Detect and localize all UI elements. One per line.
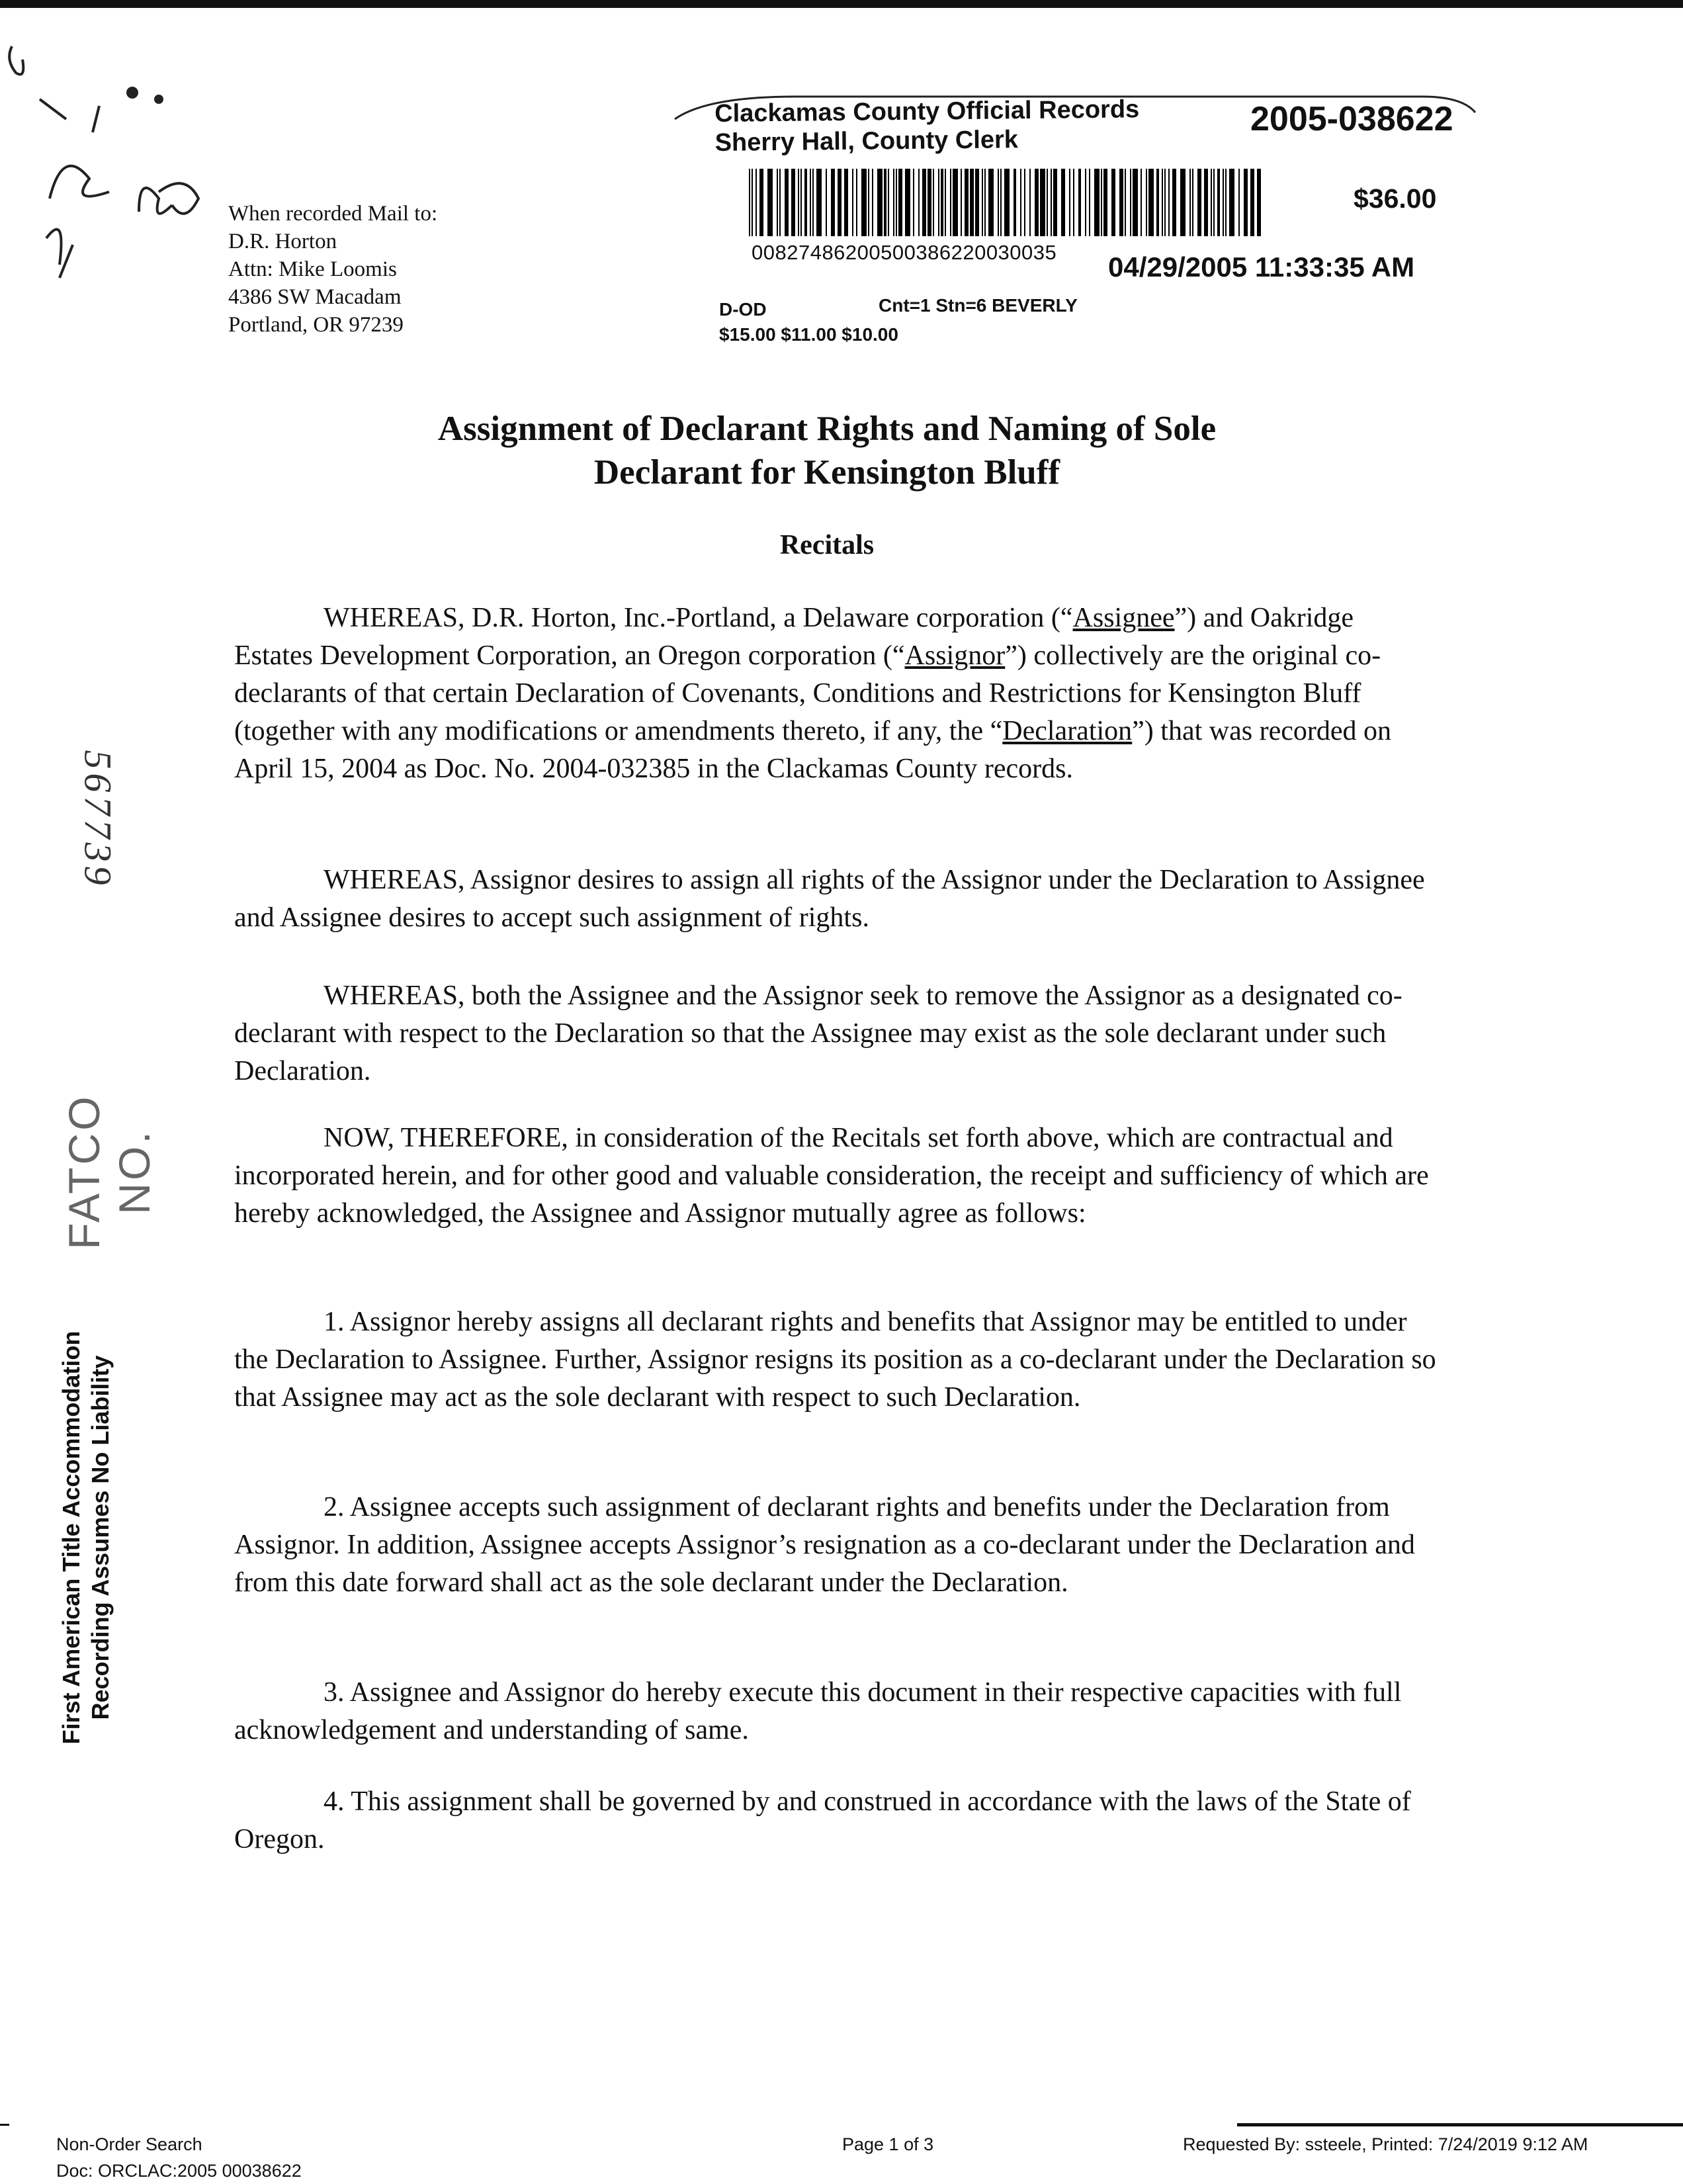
- file-number-text: 567739: [76, 750, 120, 889]
- barcode-bar: [1229, 169, 1234, 236]
- defined-term: Assignor: [904, 640, 1006, 671]
- barcode-bar: [1078, 169, 1081, 236]
- barcode-bar: [893, 169, 894, 236]
- barcode-bar: [1189, 169, 1191, 236]
- barcode-bar: [779, 169, 781, 236]
- barcode-bar: [872, 169, 873, 236]
- barcode-bar: [1217, 169, 1220, 236]
- barcode-bar: [1073, 169, 1074, 236]
- barcode-bar: [1133, 169, 1138, 236]
- barcode-bar: [785, 169, 789, 236]
- barcode-bar: [1125, 169, 1126, 236]
- barcode-bar: [1103, 169, 1107, 236]
- barcode-bar: [877, 169, 883, 236]
- accommodation-stamp: [20, 1331, 152, 1793]
- accommodation-line: First American Title Accommodation: [58, 1331, 85, 1745]
- barcode-bar: [1213, 169, 1215, 236]
- barcode-bar: [755, 169, 757, 236]
- barcode-bar: [798, 169, 799, 236]
- barcode-bar: [1029, 169, 1031, 236]
- title-line: Assignment of Declarant Rights and Naming of Sole: [437, 410, 1217, 448]
- barcode-bar: [1040, 169, 1045, 236]
- barcode-bar: [852, 169, 853, 236]
- barcode-bar: [844, 169, 848, 236]
- barcode-bar: [896, 169, 897, 236]
- barcode-bar: [950, 169, 951, 236]
- barcode-bar: [1192, 169, 1193, 236]
- barcode-bar: [998, 169, 999, 236]
- barcode-bar: [1238, 169, 1240, 236]
- barcode-bar: [913, 169, 914, 236]
- barcode-bar: [905, 169, 910, 236]
- fee-breakdown: $15.00 $11.00 $10.00: [719, 324, 898, 345]
- barcode-bar: [1244, 169, 1248, 236]
- barcode-bar: [1225, 169, 1227, 236]
- paragraph-text: WHEREAS, Assignor desires to assign all rights of the Assignor under the Declaration to Assignee and Assignee desires to accept such assignment of rights.: [234, 865, 1425, 933]
- barcode-bar: [984, 169, 986, 236]
- barcode-bar: [1119, 169, 1123, 236]
- barcode-bar: [1020, 169, 1021, 236]
- barcode-bar: [1148, 169, 1154, 236]
- barcode-bar: [933, 169, 934, 236]
- recorded-datetime: 04/29/2005 11:33:35 AM: [1108, 251, 1415, 283]
- footer-tick: [0, 2124, 9, 2126]
- barcode-bar: [1211, 169, 1212, 236]
- barcode-bar: [888, 169, 889, 236]
- barcode-bar: [1094, 169, 1100, 236]
- barcode-bar: [1204, 169, 1208, 236]
- barcode-bar: [1061, 169, 1065, 236]
- paragraph-text: WHEREAS, both the Assignee and the Assignor seek to remove the Assignor as a designated co-declarant with respect to the Declaration so that the Assignee may exist as the sole declarant under such Declaration.: [234, 981, 1402, 1086]
- mail-to-line: Portland, OR 97239: [228, 313, 404, 337]
- mail-to-block: [228, 200, 437, 339]
- whereas-paragraph-1: [234, 599, 1438, 788]
- barcode-bar: [928, 169, 931, 236]
- whereas-paragraph-3: [234, 977, 1438, 1090]
- barcode-bar: [1035, 169, 1039, 236]
- clause-text: 2. Assignee accepts such assignment of declarant rights and benefits under the Declaration from Assignor. In addition, Assignee accepts Assignor’s resignation as a co-declarant under the Declaration and from this date forward shall act as the sole declarant under the Declaration.: [234, 1492, 1415, 1598]
- document-title: [0, 407, 1654, 494]
- barcode-bar: [810, 169, 811, 236]
- barcode-bar: [767, 169, 773, 236]
- barcode-number: 00827486200500386220030035: [752, 241, 1057, 264]
- barcode-bar: [816, 169, 822, 236]
- barcode-bar: [861, 169, 867, 236]
- barcode-bar: [970, 169, 974, 236]
- barcode-bar: [812, 169, 814, 236]
- barcode-bar: [856, 169, 857, 236]
- barcode-bar: [1141, 169, 1142, 236]
- accommodation-line: Recording Assumes No Liability: [87, 1355, 114, 1720]
- barcode-bar: [868, 169, 869, 236]
- barcode-bar: [1164, 169, 1166, 236]
- barcode-bar: [759, 169, 763, 236]
- barcode-bar: [898, 169, 902, 236]
- barcode-bar: [1168, 169, 1170, 236]
- barcode-bar: [938, 169, 939, 236]
- barcode-bar: [831, 169, 835, 236]
- whereas-paragraph-2: [234, 861, 1438, 937]
- barcode-bar: [1085, 169, 1086, 236]
- footer-search-type: Non-Order Search: [56, 2134, 202, 2154]
- barcode-bar: [1180, 169, 1186, 236]
- barcode-bar: [922, 169, 926, 236]
- barcode-bar: [1101, 169, 1102, 236]
- footer-rule: [1237, 2123, 1683, 2126]
- defined-term: Assignee: [1072, 603, 1175, 633]
- title-line: Declarant for Kensington Bluff: [593, 453, 1060, 492]
- barcode-bar: [1156, 169, 1159, 236]
- barcode-bar: [1223, 169, 1224, 236]
- barcode-bar: [838, 169, 842, 236]
- defined-term: Declaration: [1002, 716, 1133, 746]
- fatco-text: FATCO NO.: [60, 1094, 159, 1250]
- barcode-bar: [1146, 169, 1147, 236]
- barcode-bar: [988, 169, 994, 236]
- clause-text: 4. This assignment shall be governed by and construed in accordance with the laws of the State of Oregon.: [234, 1786, 1411, 1855]
- barcode-bar: [752, 169, 753, 236]
- county-records-header: [714, 95, 1140, 157]
- barcode-bar: [945, 169, 946, 236]
- barcode-bar: [1053, 169, 1057, 236]
- barcode: [748, 169, 1264, 236]
- text-run: ”) that was recorded on April 15, 2004 as Doc. No. 2004-032385 in the Clackamas County records.: [234, 716, 1391, 784]
- county-clerk: Sherry Hall, County Clerk: [714, 126, 1019, 157]
- barcode-bar: [749, 169, 750, 236]
- text-run: WHEREAS, D.R. Horton, Inc.-Portland, a Delaware corporation (“: [324, 603, 1073, 633]
- mail-to-line: D.R. Horton: [228, 230, 337, 253]
- footer-page-number: Page 1 of 3: [842, 2134, 934, 2154]
- handwritten-file-number: [71, 724, 131, 923]
- barcode-bar: [1069, 169, 1070, 236]
- document-number: 2005-038622: [1250, 100, 1453, 138]
- mail-to-label: When recorded Mail to:: [228, 202, 438, 226]
- fatco-stamp: [60, 1016, 159, 1254]
- barcode-bar: [982, 169, 983, 236]
- clause-text: 1. Assignor hereby assigns all declarant rights and benefits that Assignor may be entitled to under the Declaration to Assignee. Further, Assignor resigns its position as a co-declarant under the Declaration so that Assignee may act as the sole declarant with respect to such Declaration.: [234, 1307, 1436, 1413]
- barcode-bar: [1089, 169, 1090, 236]
- paragraph-text: NOW, THEREFORE, in consideration of the Recitals set forth above, which are contractual and incorporated herein, and for other good and valuable consideration, the receipt and sufficiency of which are hereby acknowledged, the Assignee and Assignor mutually agree as follows:: [234, 1123, 1429, 1229]
- barcode-bar: [1172, 169, 1176, 236]
- barcode-bar: [791, 169, 795, 236]
- barcode-bar: [941, 169, 943, 236]
- barcode-bar: [1197, 169, 1201, 236]
- text-run: ”) and Oakridge Estates Development Corporation, an Oregon corporation (“: [234, 603, 1354, 671]
- barcode-bar: [1024, 169, 1025, 236]
- mail-to-line: Attn: Mike Loomis: [228, 257, 397, 281]
- barcode-bar: [800, 169, 802, 236]
- now-therefore-paragraph: [234, 1119, 1438, 1233]
- section-heading: Recitals: [779, 530, 875, 560]
- barcode-bar: [777, 169, 778, 236]
- barcode-bar: [1051, 169, 1052, 236]
- clause-1: [234, 1303, 1438, 1417]
- barcode-bar: [1047, 169, 1048, 236]
- barcode-bar: [1257, 169, 1261, 236]
- footer-requested-by: Requested By: ssteele, Printed: 7/24/2019 9:12 AM: [1183, 2134, 1588, 2154]
- barcode-bar: [884, 169, 886, 236]
- county-name: Clackamas County Official Records: [714, 95, 1140, 128]
- barcode-bar: [1162, 169, 1163, 236]
- clause-4: [234, 1783, 1438, 1858]
- top-scan-border: [0, 0, 1683, 8]
- footer-doc-ref: Doc: ORCLAC:2005 00038622: [56, 2161, 302, 2181]
- barcode-bar: [961, 169, 962, 236]
- handwritten-marks: [0, 26, 251, 291]
- barcode-bar: [1014, 169, 1016, 236]
- barcode-bar: [1111, 169, 1115, 236]
- text-run: ”) collectively are the original co-declarants of that certain Declaration of Covenants, Conditions and Restrictions for Kensington Bluff (together with any modifications or amendments thereto, if any, the “: [234, 640, 1381, 746]
- barcode-bar: [1004, 169, 1010, 236]
- barcode-bar: [975, 169, 979, 236]
- counter-station: Cnt=1 Stn=6 BEVERLY: [879, 295, 1078, 316]
- barcode-bar: [826, 169, 827, 236]
- barcode-bar: [804, 169, 807, 236]
- barcode-bar: [918, 169, 920, 236]
- clause-text: 3. Assignee and Assignor do hereby execute this document in their respective capacities with full acknowledgement and understanding of same.: [234, 1677, 1402, 1745]
- barcode-bar: [965, 169, 969, 236]
- barcode-bar: [1000, 169, 1002, 236]
- mail-to-line: 4386 SW Macadam: [228, 285, 402, 309]
- barcode-bar: [1250, 169, 1254, 236]
- barcode-bar: [1130, 169, 1131, 236]
- barcode-bar: [953, 169, 958, 236]
- clause-2: [234, 1489, 1438, 1602]
- clause-3: [234, 1674, 1438, 1749]
- doc-type: D-OD: [719, 299, 767, 320]
- fee-total: $36.00: [1354, 183, 1437, 214]
